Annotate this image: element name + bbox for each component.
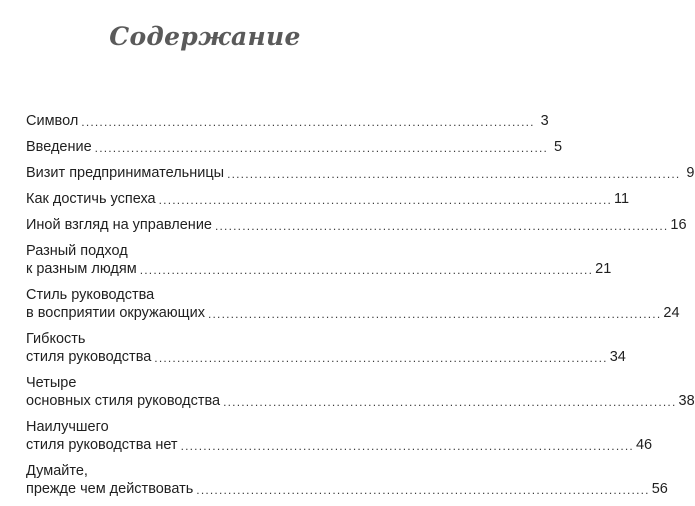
toc-entry-line: [26, 164, 695, 182]
toc-entry-title: Иной взгляд на управление: [26, 217, 212, 233]
toc-entry: [26, 418, 653, 454]
toc-entry-title-line2: к разным людям: [26, 261, 137, 277]
toc-page-number: 21: [595, 261, 612, 277]
toc-entry: [26, 190, 630, 208]
toc-entry-line: [26, 138, 563, 156]
dot-leader: ....................................................................................................: [158, 193, 613, 207]
toc-entry: [26, 138, 563, 156]
toc-entry-title-line2: стиля руководства нет: [26, 437, 178, 453]
toc-entry-title: Введение: [26, 139, 92, 155]
dot-leader: ....................................................................................................: [81, 115, 535, 129]
toc-entry-line: [26, 304, 680, 322]
toc-entry: [26, 374, 695, 410]
page-title: Содержание: [109, 22, 301, 51]
toc-entry: [26, 112, 549, 130]
toc-entry-title-line2: прежде чем действовать: [26, 481, 194, 497]
toc-entry-line: [26, 436, 653, 454]
toc-entry-title-line2: основных стиля руководства: [26, 393, 221, 409]
toc-entry-title-line1: Наилучшего: [26, 419, 109, 435]
toc-entry-title-line1: Разный подход: [26, 243, 128, 259]
dot-leader: ....................................................................................................: [214, 219, 669, 233]
toc-entry-line: [26, 392, 695, 410]
toc-page-number: 3: [540, 113, 549, 129]
dot-leader: ....................................................................................................: [139, 263, 594, 277]
toc-entry: [26, 242, 612, 278]
toc-entry-line: [26, 348, 626, 366]
table-of-contents: [26, 112, 695, 506]
toc-entry: [26, 462, 668, 498]
dot-leader: ....................................................................................................: [154, 351, 608, 365]
toc-entry-line: [26, 190, 630, 208]
dot-leader: ....................................................................................................: [180, 439, 634, 453]
toc-page-number: 24: [663, 305, 680, 321]
toc-page-number: 38: [678, 393, 695, 409]
toc-entry-title: Как достичь успеха: [26, 191, 156, 207]
toc-entry-line: [26, 112, 549, 130]
dot-leader: ....................................................................................................: [227, 167, 681, 181]
toc-entry-line: [26, 260, 612, 278]
toc-page-number: 56: [651, 481, 668, 497]
toc-entry-line: [26, 480, 668, 498]
toc-entry-title-line1: Думайте,: [26, 463, 88, 479]
toc-page-number: 9: [686, 165, 695, 181]
toc-entry-title: Визит предпринимательницы: [26, 165, 225, 181]
dot-leader: ....................................................................................................: [223, 395, 677, 409]
toc-entry: [26, 286, 680, 322]
toc-entry-title-line1: Четыре: [26, 375, 77, 391]
toc-page-number: 46: [635, 437, 653, 453]
toc-entry-title-line2: стиля руководства: [26, 349, 152, 365]
dot-leader: ....................................................................................................: [207, 307, 662, 321]
toc-entry: [26, 164, 695, 182]
toc-page-number: 16: [670, 217, 687, 233]
toc-entry-title-line1: Гибкость: [26, 331, 86, 347]
toc-entry-title-line2: в восприятии окружающих: [26, 305, 205, 321]
toc-page-number: 34: [609, 349, 626, 365]
toc-entry: [26, 330, 626, 366]
toc-entry: [26, 216, 687, 234]
dot-leader: ....................................................................................................: [196, 483, 650, 497]
dot-leader: ....................................................................................................: [94, 141, 549, 155]
toc-entry-line: [26, 216, 687, 234]
toc-entry-title: Символ: [26, 113, 79, 129]
toc-entry-title-line1: Стиль руководства: [26, 287, 155, 303]
toc-page-number: 5: [553, 139, 563, 155]
toc-page-number: 11: [614, 191, 630, 207]
